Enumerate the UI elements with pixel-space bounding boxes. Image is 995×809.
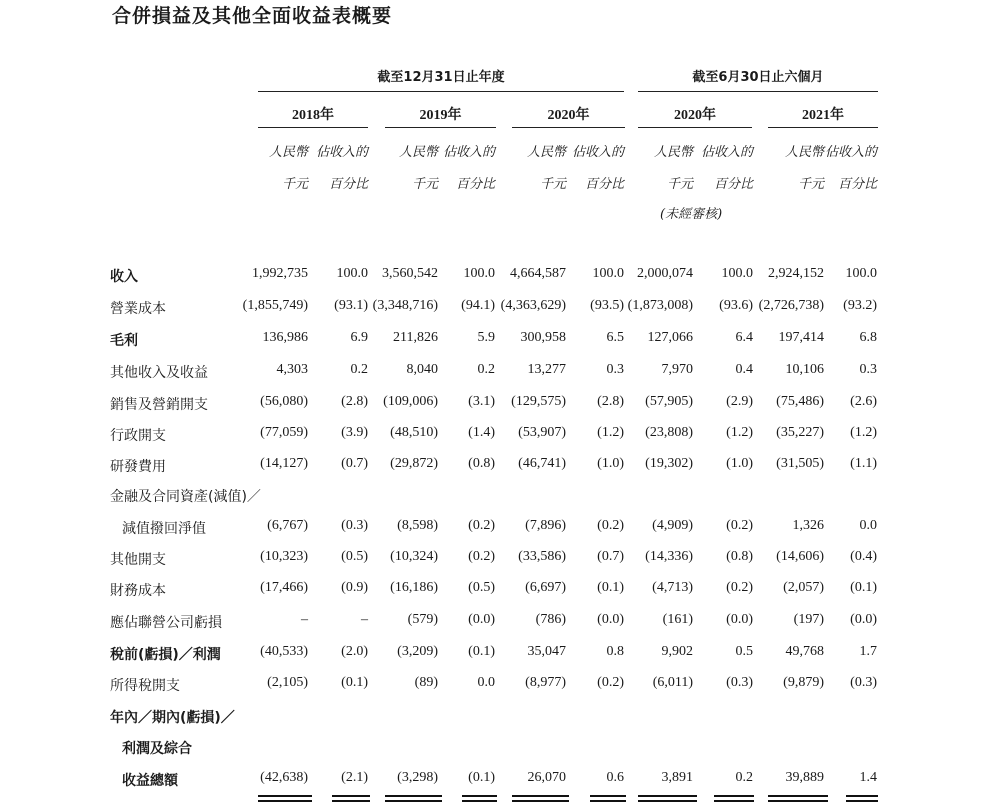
unit-rmb-label: 人民幣 bbox=[526, 145, 566, 160]
unit-thousand-label: 千元 bbox=[797, 177, 824, 192]
year-header: 2020年 bbox=[674, 108, 716, 123]
percent-cell: (0.0) bbox=[468, 612, 495, 627]
percent-cell: 0.3 bbox=[859, 362, 877, 377]
unit-pct-label-2: 百分比 bbox=[328, 177, 368, 192]
amount-cell: (579) bbox=[407, 612, 438, 627]
percent-cell: 5.9 bbox=[477, 330, 495, 345]
amount-cell: 8,040 bbox=[406, 362, 438, 377]
row-label: 金融及合同資產(減值)／ bbox=[110, 489, 261, 505]
percent-cell: (0.2) bbox=[468, 549, 495, 564]
page-title: 合併損益及其他全面收益表概要 bbox=[112, 5, 393, 27]
total-double-underline bbox=[258, 795, 312, 802]
row-label: 其他收入及收益 bbox=[110, 365, 208, 381]
amount-cell: 197,414 bbox=[778, 330, 824, 345]
amount-cell: (2,726,738) bbox=[758, 298, 824, 313]
amount-cell: (29,872) bbox=[390, 456, 438, 471]
row-label: 財務成本 bbox=[110, 583, 166, 599]
amount-cell: 300,958 bbox=[520, 330, 566, 345]
amount-cell: (56,080) bbox=[260, 394, 308, 409]
amount-cell: (35,227) bbox=[776, 425, 824, 440]
row-label: 收入 bbox=[110, 269, 138, 285]
percent-cell: (0.0) bbox=[850, 612, 877, 627]
amount-cell: (9,879) bbox=[783, 675, 824, 690]
amount-cell: – bbox=[301, 612, 308, 627]
percent-cell: (0.7) bbox=[597, 549, 624, 564]
percent-cell: 6.9 bbox=[350, 330, 368, 345]
percent-cell: (1.0) bbox=[597, 456, 624, 471]
group-underline-half bbox=[638, 91, 878, 92]
amount-cell: (161) bbox=[662, 612, 693, 627]
total-double-underline bbox=[512, 795, 569, 802]
percent-cell: (0.1) bbox=[850, 580, 877, 595]
amount-cell: 2,000,074 bbox=[637, 266, 693, 281]
percent-cell: (1.4) bbox=[468, 425, 495, 440]
amount-cell: (4,363,629) bbox=[500, 298, 566, 313]
unit-rmb-label: 人民幣 bbox=[268, 145, 308, 160]
row-label: 其他開支 bbox=[110, 552, 166, 568]
amount-cell: (31,505) bbox=[776, 456, 824, 471]
amount-cell: 49,768 bbox=[785, 644, 824, 659]
unaudited-note: (未經審核) bbox=[660, 207, 723, 222]
amount-cell: 3,891 bbox=[661, 770, 693, 785]
percent-cell: (0.5) bbox=[341, 549, 368, 564]
percent-cell: (2.8) bbox=[341, 394, 368, 409]
amount-cell: (19,302) bbox=[645, 456, 693, 471]
unit-rmb-label: 人民幣 bbox=[653, 145, 693, 160]
amount-cell: (10,324) bbox=[390, 549, 438, 564]
amount-cell: 9,902 bbox=[661, 644, 693, 659]
percent-cell: (1.0) bbox=[726, 456, 753, 471]
percent-cell: (0.2) bbox=[726, 580, 753, 595]
percent-cell: 0.0 bbox=[477, 675, 495, 690]
amount-cell: (109,006) bbox=[383, 394, 438, 409]
percent-cell: (2.1) bbox=[341, 770, 368, 785]
percent-cell: (2.6) bbox=[850, 394, 877, 409]
percent-cell: 0.3 bbox=[606, 362, 624, 377]
percent-cell: (0.8) bbox=[726, 549, 753, 564]
percent-cell: (1.2) bbox=[726, 425, 753, 440]
percent-cell: (93.2) bbox=[843, 298, 877, 313]
percent-cell: (0.0) bbox=[726, 612, 753, 627]
amount-cell: 35,047 bbox=[527, 644, 566, 659]
amount-cell: (4,909) bbox=[652, 518, 693, 533]
amount-cell: (89) bbox=[414, 675, 438, 690]
percent-cell: (0.2) bbox=[597, 518, 624, 533]
amount-cell: (786) bbox=[535, 612, 566, 627]
percent-cell: (93.6) bbox=[719, 298, 753, 313]
year-underline bbox=[638, 127, 752, 128]
amount-cell: (8,598) bbox=[397, 518, 438, 533]
total-double-underline bbox=[590, 795, 626, 802]
year-underline bbox=[768, 127, 878, 128]
amount-cell: 10,106 bbox=[785, 362, 824, 377]
unit-thousand-label: 千元 bbox=[281, 177, 308, 192]
amount-cell: (3,298) bbox=[397, 770, 438, 785]
amount-cell: (6,767) bbox=[267, 518, 308, 533]
amount-cell: (8,977) bbox=[525, 675, 566, 690]
percent-cell: (0.2) bbox=[597, 675, 624, 690]
total-double-underline bbox=[462, 795, 497, 802]
percent-cell: (0.1) bbox=[597, 580, 624, 595]
percent-cell: 1.4 bbox=[859, 770, 877, 785]
amount-cell: 211,826 bbox=[393, 330, 438, 345]
year-header: 2021年 bbox=[802, 108, 844, 123]
amount-cell: (197) bbox=[793, 612, 824, 627]
percent-cell: 0.5 bbox=[735, 644, 753, 659]
percent-cell: (0.3) bbox=[850, 675, 877, 690]
unit-thousand-label: 千元 bbox=[411, 177, 438, 192]
unit-thousand-label: 千元 bbox=[539, 177, 566, 192]
amount-cell: 3,560,542 bbox=[382, 266, 438, 281]
amount-cell: (57,905) bbox=[645, 394, 693, 409]
amount-cell: (77,059) bbox=[260, 425, 308, 440]
unit-rmb-label: 人民幣 bbox=[398, 145, 438, 160]
percent-cell: 100.0 bbox=[592, 266, 624, 281]
unit-thousand-label: 千元 bbox=[666, 177, 693, 192]
percent-cell: 100.0 bbox=[463, 266, 495, 281]
amount-cell: (53,907) bbox=[518, 425, 566, 440]
percent-cell: (0.1) bbox=[468, 644, 495, 659]
percent-cell: (0.3) bbox=[341, 518, 368, 533]
percent-cell: (2.0) bbox=[341, 644, 368, 659]
amount-cell: (10,323) bbox=[260, 549, 308, 564]
amount-cell: 127,066 bbox=[647, 330, 693, 345]
row-label: 稅前(虧損)／利潤 bbox=[110, 647, 221, 663]
percent-cell: (0.9) bbox=[341, 580, 368, 595]
unit-pct-label-2: 百分比 bbox=[713, 177, 753, 192]
percent-cell: 1.7 bbox=[859, 644, 877, 659]
amount-cell: (75,486) bbox=[776, 394, 824, 409]
amount-cell: (16,186) bbox=[390, 580, 438, 595]
amount-cell: (3,209) bbox=[397, 644, 438, 659]
unit-pct-label: 佔收入的 bbox=[571, 145, 624, 160]
percent-cell: 6.4 bbox=[735, 330, 753, 345]
amount-cell: (7,896) bbox=[525, 518, 566, 533]
group-underline-year bbox=[258, 91, 624, 92]
year-header: 2019年 bbox=[419, 108, 462, 123]
amount-cell: (46,741) bbox=[518, 456, 566, 471]
group-header-year: 截至12月31日止年度 bbox=[377, 70, 505, 85]
amount-cell: (6,011) bbox=[652, 675, 693, 690]
total-double-underline bbox=[846, 795, 878, 802]
amount-cell: 1,992,735 bbox=[252, 266, 308, 281]
amount-cell: 136,986 bbox=[262, 330, 308, 345]
amount-cell: (17,466) bbox=[260, 580, 308, 595]
amount-cell: 1,326 bbox=[792, 518, 824, 533]
amount-cell: (6,697) bbox=[525, 580, 566, 595]
row-label: 年內／期內(虧損)／ bbox=[110, 710, 235, 726]
percent-cell: 0.4 bbox=[735, 362, 753, 377]
percent-cell: (3.9) bbox=[341, 425, 368, 440]
percent-cell: 0.6 bbox=[606, 770, 624, 785]
amount-cell: (4,713) bbox=[652, 580, 693, 595]
amount-cell: (48,510) bbox=[390, 425, 438, 440]
row-label: 營業成本 bbox=[110, 301, 166, 317]
total-double-underline bbox=[332, 795, 370, 802]
percent-cell: (0.0) bbox=[597, 612, 624, 627]
unit-pct-label: 佔收入的 bbox=[700, 145, 753, 160]
amount-cell: (2,105) bbox=[267, 675, 308, 690]
year-header: 2018年 bbox=[292, 108, 334, 123]
unit-pct-label-2: 百分比 bbox=[837, 177, 877, 192]
percent-cell: (0.5) bbox=[468, 580, 495, 595]
amount-cell: 26,070 bbox=[527, 770, 566, 785]
row-label: 所得稅開支 bbox=[110, 678, 180, 694]
amount-cell: (23,808) bbox=[645, 425, 693, 440]
row-label: 減值撥回淨值 bbox=[122, 521, 206, 537]
amount-cell: 4,303 bbox=[276, 362, 308, 377]
year-underline bbox=[385, 127, 496, 128]
amount-cell: (42,638) bbox=[260, 770, 308, 785]
row-label: 行政開支 bbox=[110, 428, 166, 444]
row-label: 銷售及營銷開支 bbox=[110, 397, 208, 413]
unit-pct-label: 佔收入的 bbox=[442, 145, 495, 160]
total-double-underline bbox=[714, 795, 754, 802]
percent-cell: 6.5 bbox=[606, 330, 624, 345]
percent-cell: (1.2) bbox=[850, 425, 877, 440]
percent-cell: (0.1) bbox=[341, 675, 368, 690]
percent-cell: 0.8 bbox=[606, 644, 624, 659]
row-label: 研發費用 bbox=[110, 459, 166, 475]
group-header-half-year: 截至6月30日止六個月 bbox=[692, 70, 824, 85]
percent-cell: 0.2 bbox=[350, 362, 368, 377]
percent-cell: 0.0 bbox=[859, 518, 877, 533]
row-label: 收益總額 bbox=[122, 773, 178, 789]
percent-cell: (1.2) bbox=[597, 425, 624, 440]
year-underline bbox=[258, 127, 368, 128]
amount-cell: (14,336) bbox=[645, 549, 693, 564]
percent-cell: 0.2 bbox=[477, 362, 495, 377]
percent-cell: 100.0 bbox=[721, 266, 753, 281]
unit-pct-label-2: 百分比 bbox=[455, 177, 495, 192]
amount-cell: (33,586) bbox=[518, 549, 566, 564]
percent-cell: (0.4) bbox=[850, 549, 877, 564]
percent-cell: (93.1) bbox=[334, 298, 368, 313]
amount-cell: 13,277 bbox=[527, 362, 566, 377]
percent-cell: (0.8) bbox=[468, 456, 495, 471]
amount-cell: (1,873,008) bbox=[627, 298, 693, 313]
percent-cell: (0.2) bbox=[468, 518, 495, 533]
year-header: 2020年 bbox=[547, 108, 590, 123]
year-underline bbox=[512, 127, 625, 128]
percent-cell: (0.3) bbox=[726, 675, 753, 690]
unit-rmb-label: 人民幣 bbox=[784, 145, 824, 160]
percent-cell: (0.2) bbox=[726, 518, 753, 533]
percent-cell: (93.5) bbox=[590, 298, 624, 313]
amount-cell: 2,924,152 bbox=[768, 266, 824, 281]
row-label: 應佔聯營公司虧損 bbox=[110, 615, 222, 631]
amount-cell: (2,057) bbox=[783, 580, 824, 595]
row-label: 利潤及綜合 bbox=[122, 741, 192, 757]
amount-cell: (3,348,716) bbox=[372, 298, 438, 313]
percent-cell: (3.1) bbox=[468, 394, 495, 409]
row-label: 毛利 bbox=[110, 333, 138, 349]
percent-cell: 0.2 bbox=[735, 770, 753, 785]
percent-cell: – bbox=[361, 612, 368, 627]
amount-cell: 39,889 bbox=[785, 770, 824, 785]
unit-pct-label-2: 百分比 bbox=[584, 177, 624, 192]
amount-cell: (40,533) bbox=[260, 644, 308, 659]
total-double-underline bbox=[768, 795, 828, 802]
percent-cell: (2.9) bbox=[726, 394, 753, 409]
percent-cell: 100.0 bbox=[336, 266, 368, 281]
total-double-underline bbox=[385, 795, 442, 802]
percent-cell: (94.1) bbox=[461, 298, 495, 313]
amount-cell: (1,855,749) bbox=[242, 298, 308, 313]
percent-cell: (2.8) bbox=[597, 394, 624, 409]
amount-cell: (129,575) bbox=[511, 394, 566, 409]
amount-cell: (14,606) bbox=[776, 549, 824, 564]
percent-cell: (1.1) bbox=[850, 456, 877, 471]
total-double-underline bbox=[638, 795, 697, 802]
percent-cell: 6.8 bbox=[859, 330, 877, 345]
amount-cell: 4,664,587 bbox=[510, 266, 566, 281]
percent-cell: 100.0 bbox=[845, 266, 877, 281]
unit-pct-label: 佔收入的 bbox=[315, 145, 368, 160]
unit-pct-label: 佔收入的 bbox=[824, 145, 877, 160]
amount-cell: 7,970 bbox=[661, 362, 693, 377]
percent-cell: (0.7) bbox=[341, 456, 368, 471]
amount-cell: (14,127) bbox=[260, 456, 308, 471]
percent-cell: (0.1) bbox=[468, 770, 495, 785]
